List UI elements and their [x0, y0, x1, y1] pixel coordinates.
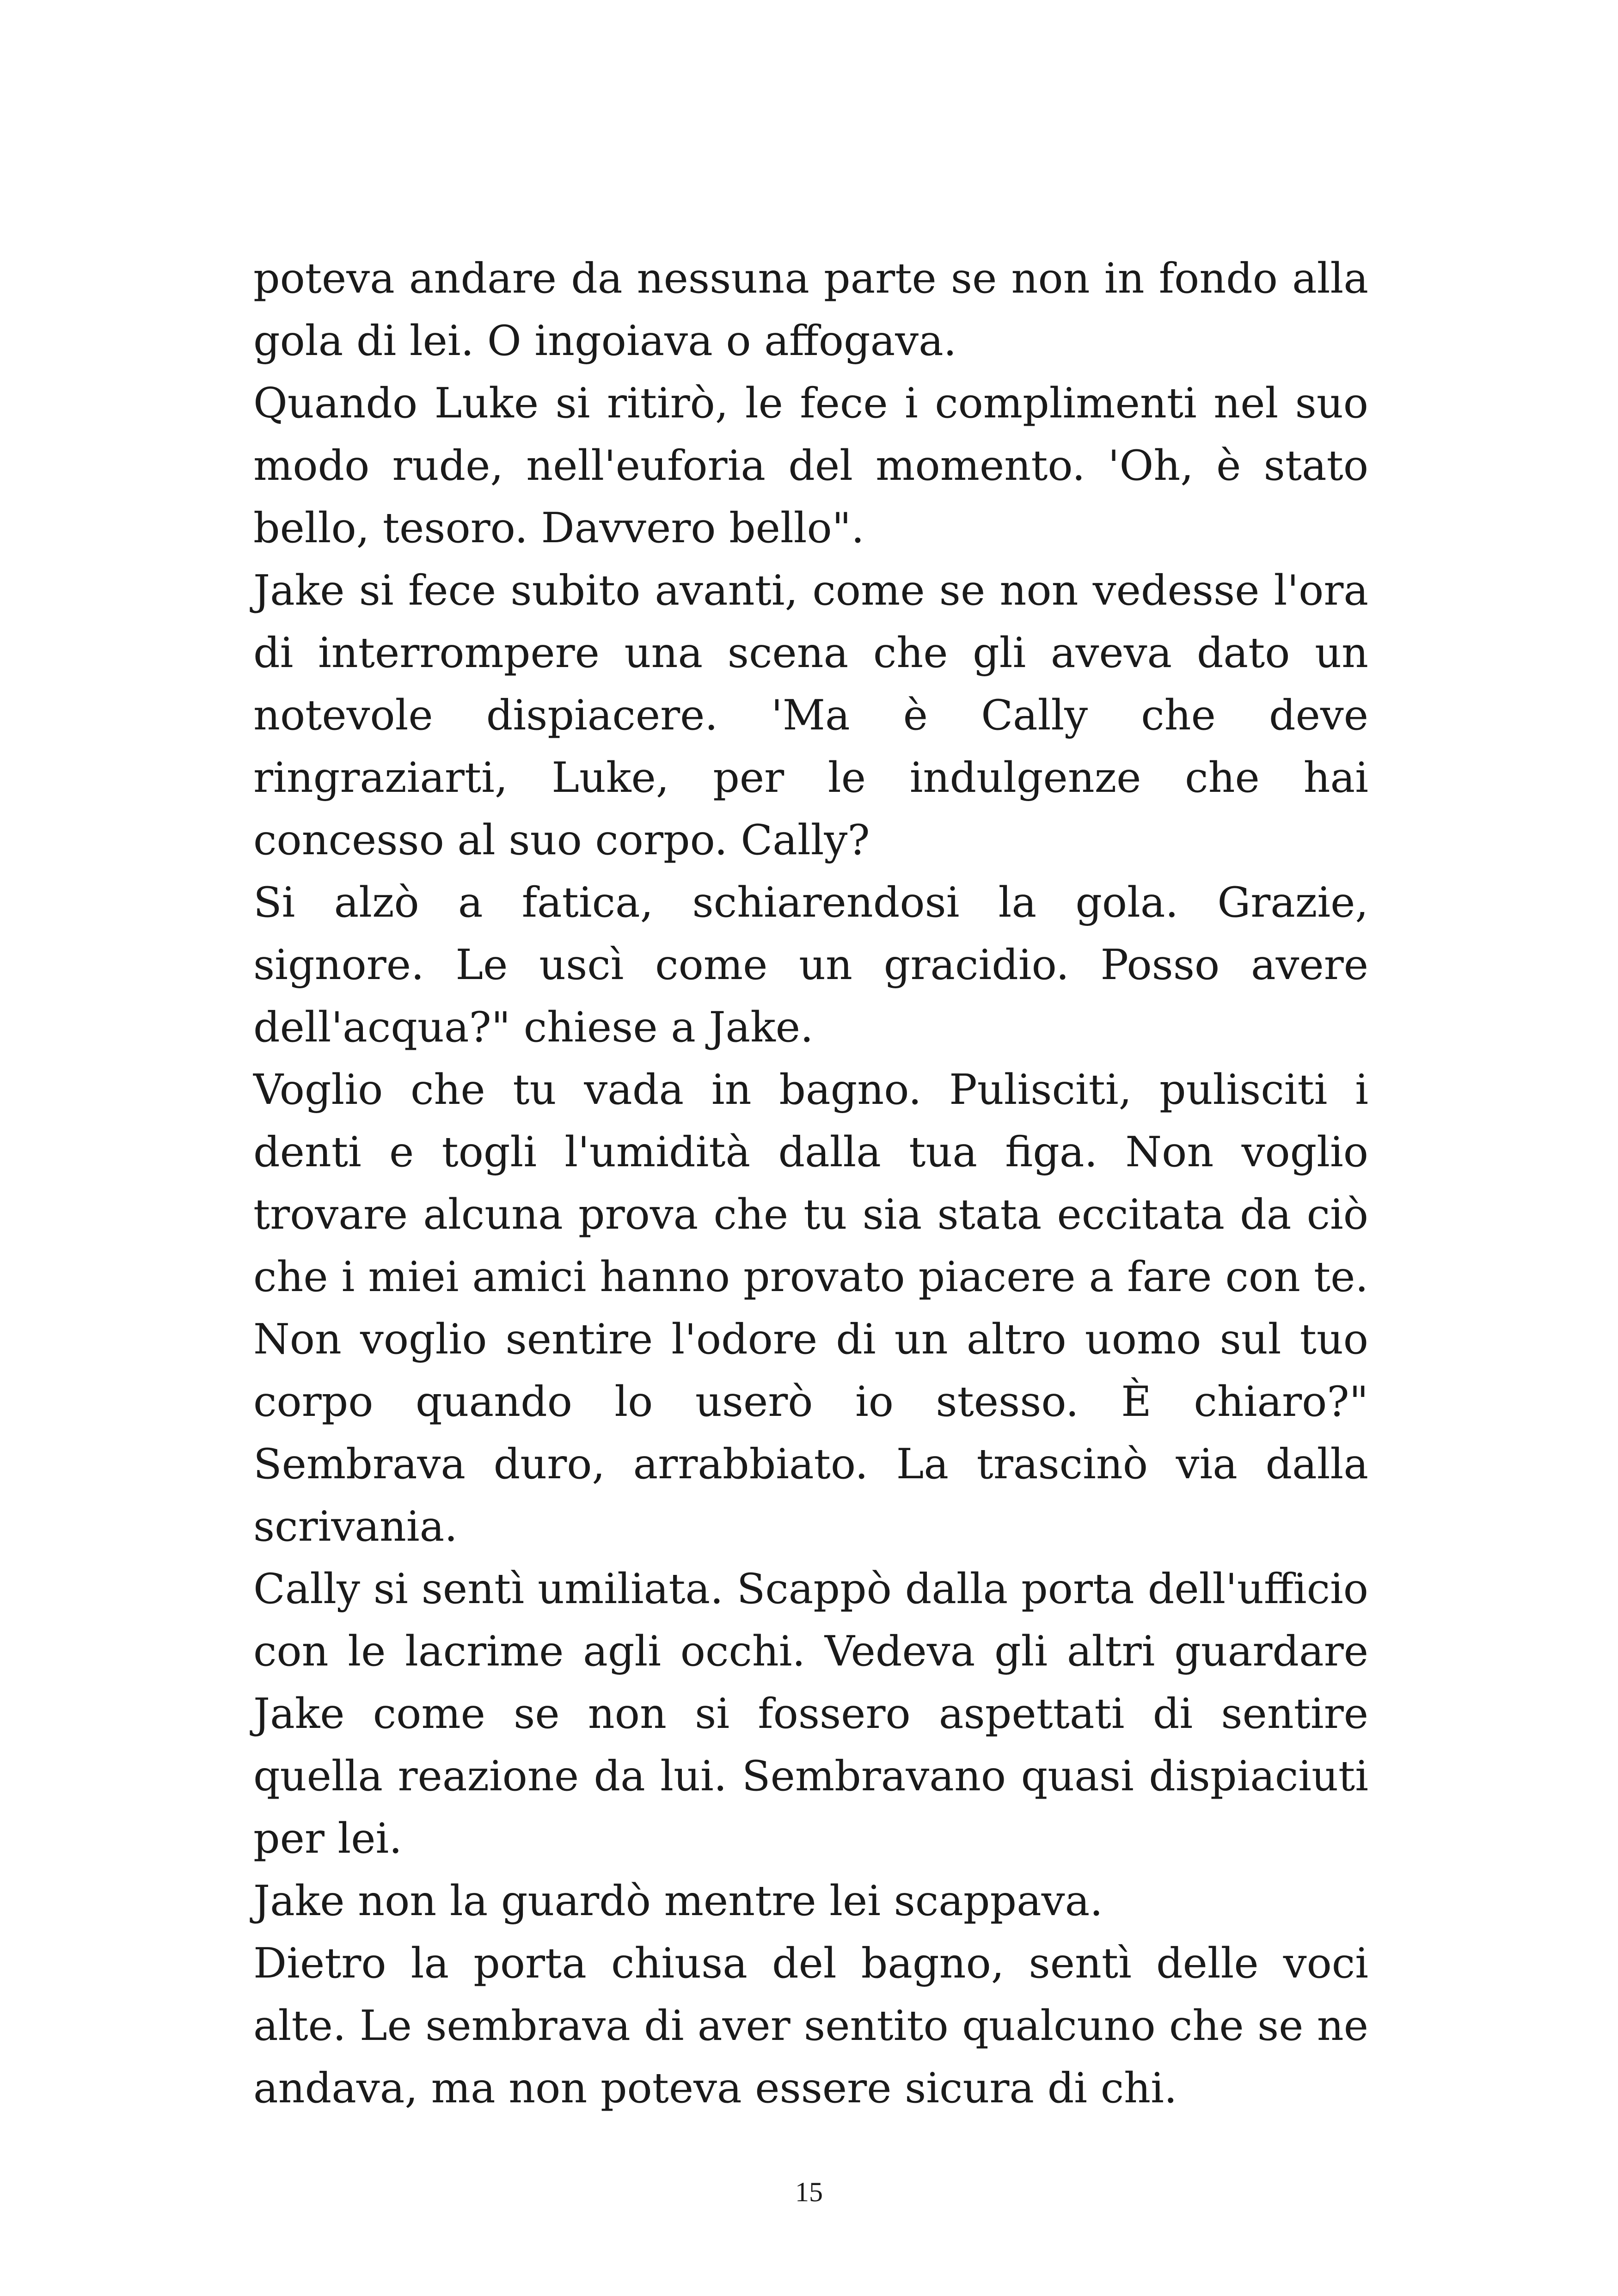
- paragraph: Voglio che tu vada in bagno. Pulisciti, pulisciti i denti e togli l'umidità dalla tua figa. Non voglio trovare alcuna prova che tu sia stata eccitata da ciò che i miei amici hanno provato piacere a fare con te. Non voglio sentire l'odore di un altro uomo sul tuo corpo quando lo userò io stesso. È chiaro?" Sembrava duro, arrabbiato. La trascinò via dalla scrivania.: [253, 1065, 1368, 1551]
- paragraph: poteva andare da nessuna parte se non in fondo alla gola di lei. O ingoiava o affogava.: [253, 254, 1368, 365]
- paragraph: Jake non la guardò mentre lei scappava.: [253, 1877, 1103, 1925]
- paragraph: Dietro la porta chiusa del bagno, sentì delle voci alte. Le sembrava di aver sentito qualcuno che se ne andava, ma non poteva essere sicura di chi.: [253, 1939, 1368, 2112]
- paragraph: Jake si fece subito avanti, come se non vedesse l'ora di interrompere una scena che gli aveva dato un notevole dispiacere. 'Ma è Cally che deve ringraziarti, Luke, per le indulgenze che hai concesso al suo corpo. Cally?: [253, 566, 1368, 864]
- paragraph: Si alzò a fatica, schiarendosi la gola. Grazie, signore. Le uscì come un gracidio. Posso avere dell'acqua?" chiese a Jake.: [253, 878, 1368, 1052]
- paragraph: Cally si sentì umiliata. Scappò dalla porta dell'ufficio con le lacrime agli occhi. Vedeva gli altri guardare Jake come se non si fossero aspettati di sentire quella reazione da lui. Sembravano quasi dispiaciuti per lei.: [253, 1565, 1368, 1863]
- body-text: [253, 247, 1368, 2119]
- page-number: 15: [795, 2177, 823, 2207]
- paragraph: Quando Luke si ritirò, le fece i complimenti nel suo modo rude, nell'euforia del momento. 'Oh, è stato bello, tesoro. Davvero bello".: [253, 379, 1368, 552]
